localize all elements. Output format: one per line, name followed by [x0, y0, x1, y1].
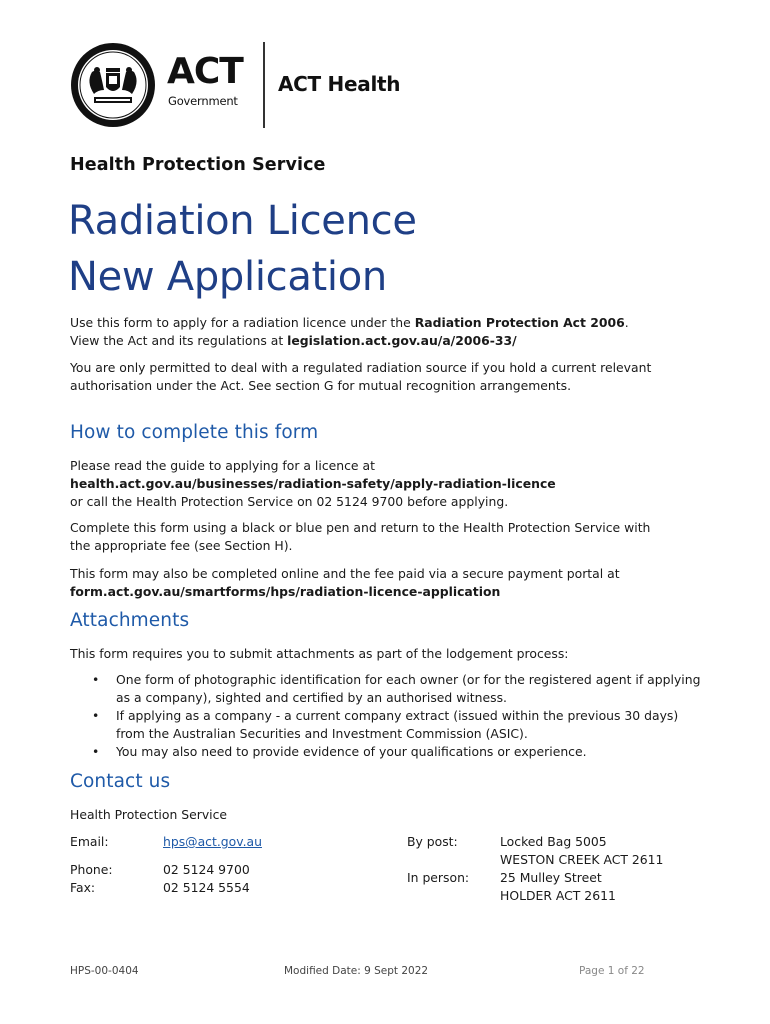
how-to-paragraph-3 — [70, 565, 710, 601]
in-person-address-line-2: HOLDER ACT 2611 — [500, 888, 616, 903]
intro-line-2: View the Act and its regulations at — [70, 333, 288, 348]
in-person-address-line-1: 25 Mulley Street — [500, 870, 602, 885]
fax-value: 02 5124 5554 — [163, 880, 250, 895]
email-label: Email: — [70, 834, 109, 849]
how-to-paragraph-1 — [70, 457, 710, 511]
list-item: • If applying as a company - a current company extract (issued within the previous 30 days) from the Australian Securities and Investment Commission (ASIC). — [70, 707, 710, 743]
legislation-link[interactable]: legislation.act.gov.au/a/2006-33/ — [287, 333, 517, 348]
intro-paragraph-2: You are only permitted to deal with a regulated radiation source if you hold a current relevant authorisation under the Act. See section G for mutual recognition arrangements. — [70, 360, 652, 393]
page-title-line-1: Radiation Licence — [68, 198, 417, 244]
page-title — [68, 193, 417, 305]
government-logo-text: Government — [168, 94, 238, 108]
email-link[interactable]: hps@act.gov.au — [163, 834, 262, 849]
post-address-line-2: WESTON CREEK ACT 2611 — [500, 852, 664, 867]
how-to-paragraph-2: Complete this form using a black or blue pen and return to the Health Protection Service with the appropriate fee (see Section H). — [70, 520, 651, 553]
guide-link[interactable]: health.act.gov.au/businesses/radiation-safety/apply-radiation-licence — [70, 476, 556, 491]
post-address-line-1: Locked Bag 5005 — [500, 834, 607, 849]
contact-org: Health Protection Service — [70, 807, 228, 822]
footer-form-code: HPS-00-0404 — [70, 965, 139, 977]
contact-heading: Contact us — [70, 771, 171, 792]
phone-value: 02 5124 9700 — [163, 862, 250, 877]
intro-paragraph-1 — [70, 314, 710, 350]
phone-label: Phone: — [70, 862, 113, 877]
how-to-line-3: or call the Health Protection Service on 02 5124 9700 before applying. — [70, 494, 509, 509]
header-logo — [70, 42, 430, 128]
list-item: • One form of photographic identification for each owner (or for the registered agent if applying as a company), sighted and certified by an authorised witness. — [70, 671, 710, 707]
logo-divider — [263, 42, 265, 128]
intro-period: . — [624, 315, 629, 330]
act-coat-of-arms-seal-icon — [70, 42, 156, 128]
post-label: By post: — [407, 834, 458, 849]
attachments-list — [70, 671, 710, 761]
how-to-heading: How to complete this form — [70, 422, 319, 443]
intro-text: Use this form to apply for a radiation licence under the — [70, 315, 415, 330]
attachments-intro: This form requires you to submit attachments as part of the lodgement process: — [70, 646, 569, 661]
online-form-link[interactable]: form.act.gov.au/smartforms/hps/radiation-licence-application — [70, 584, 501, 599]
act-name: Radiation Protection Act 2006 — [414, 315, 625, 330]
footer-page-number: Page 1 of 22 — [579, 965, 645, 977]
fax-label: Fax: — [70, 880, 96, 895]
act-logo-text: ACT — [167, 51, 243, 92]
act-health-logo-text: ACT Health — [278, 72, 401, 96]
service-heading: Health Protection Service — [70, 155, 326, 175]
in-person-label: In person: — [407, 870, 470, 885]
how-to-line-1: Please read the guide to applying for a licence at — [70, 458, 375, 473]
how-to-online-text: This form may also be completed online and the fee paid via a secure payment portal at — [70, 566, 620, 581]
footer-modified-date: Modified Date: 9 Sept 2022 — [284, 965, 429, 977]
attachments-heading: Attachments — [70, 610, 190, 631]
list-item: • You may also need to provide evidence of your qualifications or experience. — [70, 743, 710, 761]
page-title-line-2: New Application — [68, 254, 387, 300]
